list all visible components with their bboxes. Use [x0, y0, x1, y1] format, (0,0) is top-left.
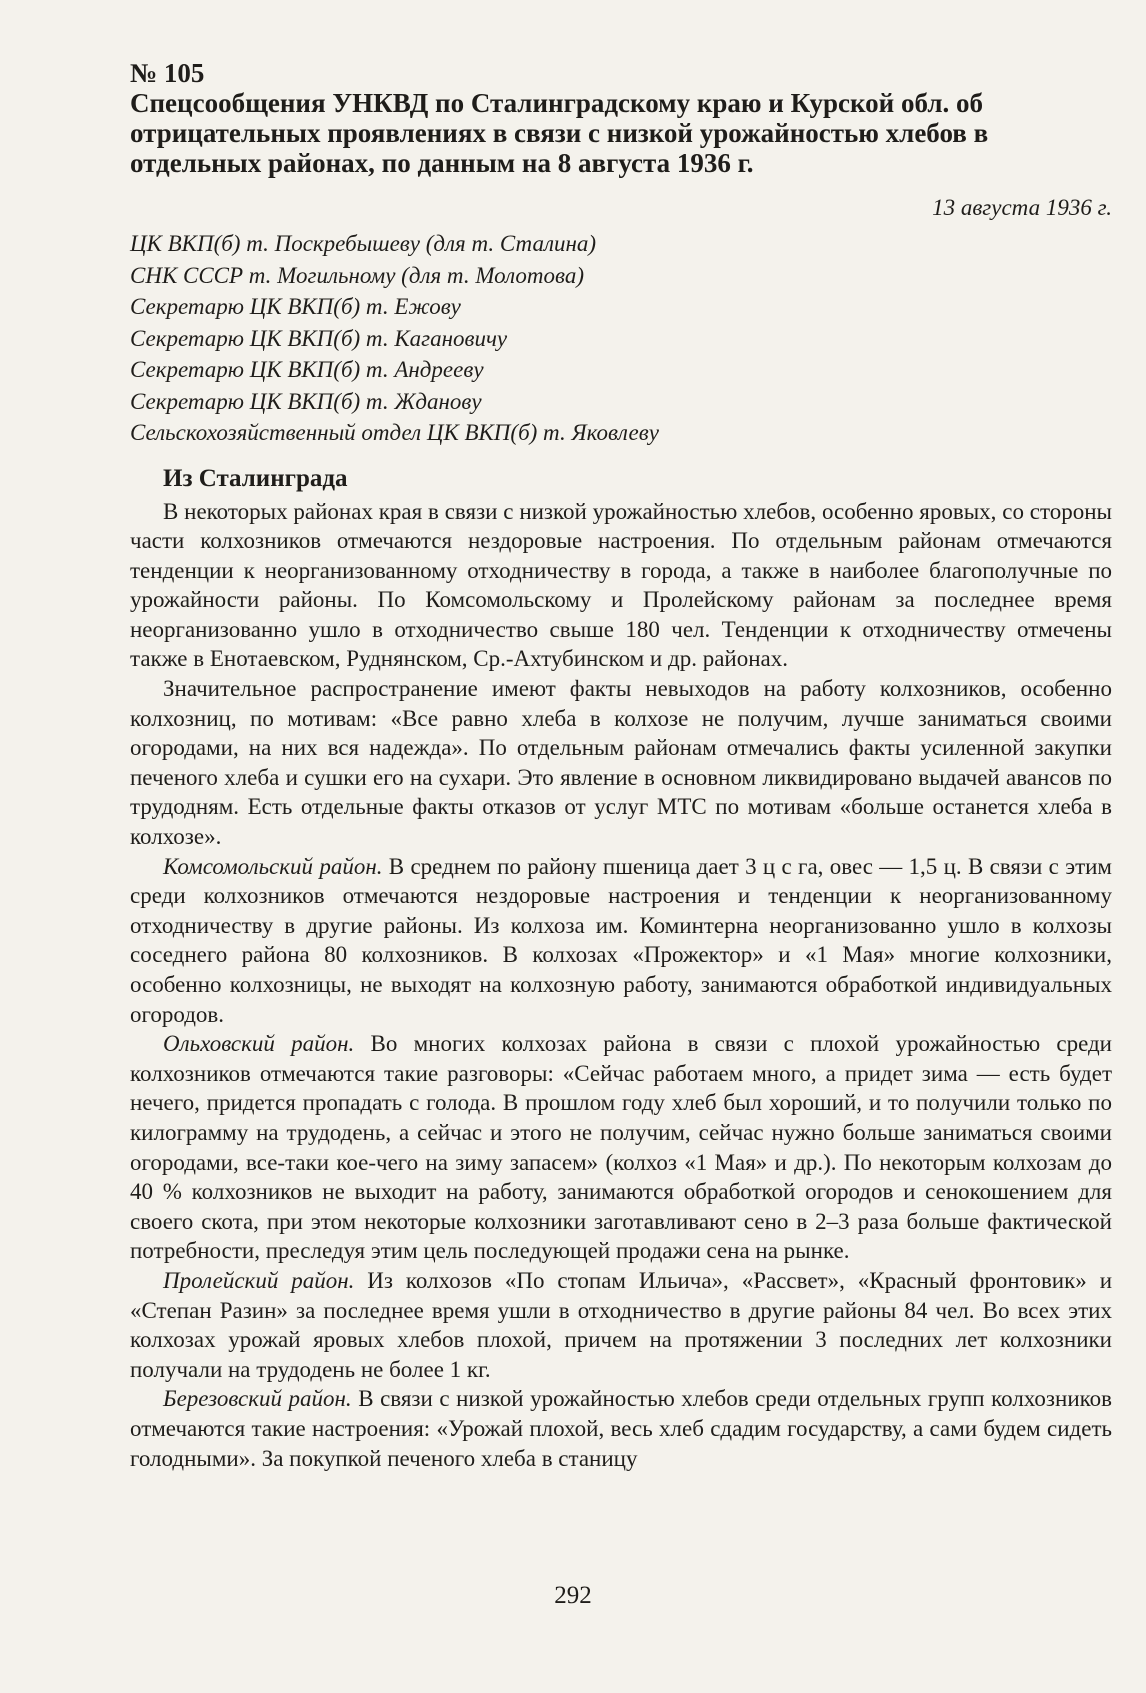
document-date: 13 августа 1936 г. — [932, 195, 1112, 220]
paragraph-lead: Березовский район. — [163, 1386, 352, 1412]
paragraph — [130, 497, 1112, 675]
addressee: Секретарю ЦК ВКП(б) т. Ежову — [130, 294, 461, 319]
paragraph-text: Значительное распространение имеют факты невыходов на работу колхозников, особенно колхозниц, по мотивам: «Все равно хлеба в колхозе не получим, лучше заниматься своими огородами, на них вся надежда». По отдельным районам отмечались факты усиленной закупки печеного хлеба и сушки его на сухари. Это явление в основном ликвидировано выдачей авансов по трудодням. Есть отдельные факты отказов от услуг МТС по мотивам «больше останется хлеба в колхозе». — [130, 676, 1112, 850]
paragraph-text: В некоторых районах края в связи с низкой урожайностью хлебов, особенно яровых, со стороны части колхозников отмечаются нездоровые настроения. По отдельным районам отмечаются тенденции к неорганизованному отходничеству в города, а также в наиболее благополучные по урожайности районы. По Комсомольскому и Пролейскому районам за последнее время неорганизованно ушло в отходничество свыше 180 чел. Тенденции к отходничеству отмечены также в Енотаевском, Руднянском, Ср.-Ахтубинском и др. районах. — [130, 498, 1112, 672]
paragraph-text: В среднем по району пшеница дает 3 ц с га, овес — 1,5 ц. В связи с этим среди колхозников отмечаются нездоровые настроения и тенденции к неорганизованному отходничеству в другие районы. Из колхоза им. Коминтерна неорганизованно ушло в колхозы соседнего района 80 колхозников. В колхозах «Прожектор» и «1 Мая» многие колхозники, особенно колхозницы, не выходят на колхозную работу, занимаются обработкой индивидуальных огородов. — [130, 853, 1112, 1027]
paragraph-lead: Комсомольский район. — [163, 853, 383, 879]
paragraph-text: Во многих колхозах района в связи с плохой урожайностью среди колхозников отмечаются такие разговоры: «Сейчас работаем много, а придет зима — есть будет нечего, придется пропадать с голода. В прошлом году хлеб был хороший, и то получили только по килограмму на трудодень, а сейчас и этого не получим, сейчас нужно больше заниматься своими огородами, все-таки кое-чего на зиму запасем» (колхоз «1 Мая» и др.). По некоторым колхозам до 40 % колхозников не выходит на работу, занимаются обработкой огородов и сенокошением для своего скота, при этом некоторые колхозники заготавливают сено в 2–3 раза больше фактической потребности, преследуя этим цель последующей продажи сена на рынке. — [130, 1031, 1112, 1264]
paragraph — [130, 852, 1112, 1030]
page-number: 292 — [554, 1582, 592, 1609]
addressee: Секретарю ЦК ВКП(б) т. Кагановичу — [130, 325, 508, 351]
document-number: № 105 — [130, 58, 205, 88]
paragraph-text: В связи с низкой урожайностью хлебов среди отдельных групп колхозников отмечаются такие настроения: «Урожай плохой, весь хлеб сдадим государству, а сами будем сидеть голодными». За покупкой печеного хлеба в станицу — [130, 1386, 1112, 1471]
paragraph-lead: Пролейский район. — [163, 1267, 355, 1293]
paragraph-lead: Ольховский район. — [163, 1031, 355, 1057]
section-heading: Из Сталинграда — [163, 464, 348, 492]
paragraph — [130, 1384, 1112, 1473]
addressee: Секретарю ЦК ВКП(б) т. Жданову — [130, 388, 482, 414]
paragraph — [130, 1266, 1112, 1384]
addressee: ЦК ВКП(б) т. Поскребышеву (для т. Сталина) — [130, 231, 597, 256]
paragraph — [130, 674, 1112, 852]
addressee: Сельскохозяйственный отдел ЦК ВКП(б) т. Яковлеву — [130, 420, 659, 445]
document-title: Спецсообщения УНКВД по Сталинградскому краю и Курской обл. об отрицательных проявлениях в связи с низкой урожайностью хлебов в отдельных районах, по данным на 8 августа 1936 г. — [130, 88, 989, 178]
paragraph — [130, 1029, 1112, 1266]
addressee: Секретарю ЦК ВКП(б) т. Андрееву — [130, 357, 484, 382]
document-page — [130, 58, 1112, 1473]
addressee: СНК СССР т. Могильному (для т. Молотова) — [130, 262, 584, 288]
addressee-list — [130, 228, 1112, 449]
paragraph-text: Из колхозов «По стопам Ильича», «Рассвет», «Красный фронтовик» и «Степан Разин» за последнее время ушли в отходничество в другие районы 84 чел. Во всех этих колхозах урожай яровых хлебов плохой, причем на протяжении 3 последних лет колхозники получали на трудодень не более 1 кг. — [130, 1267, 1112, 1382]
